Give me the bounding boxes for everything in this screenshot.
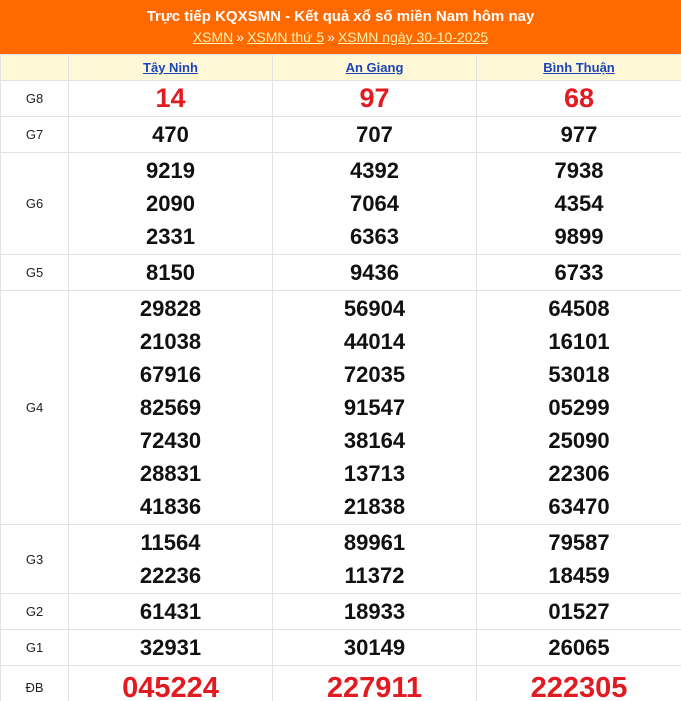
prize-label: G2 [1, 594, 69, 630]
prize-cell [69, 81, 273, 117]
prize-cell [477, 666, 681, 701]
prize-number: 707 [356, 122, 393, 147]
province-link-binh-thuan[interactable]: Bình Thuận [543, 60, 615, 75]
prize-cell [477, 117, 681, 153]
prize-number: 01527 [548, 599, 610, 624]
prize-number: 470 [152, 122, 189, 147]
prize-cell [69, 630, 273, 666]
province-header-tay-ninh [69, 55, 273, 81]
prize-number: 18459 [548, 563, 610, 588]
prize-row-g8 [1, 81, 681, 117]
breadcrumb-xsmn-thu-5[interactable]: XSMN thứ 5 [247, 29, 325, 45]
prize-rows [1, 81, 681, 701]
prize-cell [69, 594, 273, 630]
prize-number: 63470 [548, 494, 610, 519]
prize-label: G4 [1, 291, 69, 525]
prize-cell [69, 117, 273, 153]
prize-number: 56904 [343, 296, 406, 321]
prize-number: 30149 [343, 635, 406, 660]
prize-number: 222305 [530, 671, 628, 701]
breadcrumb-separator: » [327, 29, 335, 45]
province-header-row [1, 55, 681, 81]
prize-number: 38164 [343, 428, 406, 453]
prize-cell [477, 630, 681, 666]
prize-row-g6 [1, 153, 681, 255]
prize-number: 2090 [146, 191, 195, 216]
prize-cell [477, 594, 681, 630]
prize-number: 21038 [139, 329, 202, 354]
prize-cell [477, 81, 681, 117]
prize-label: G1 [1, 630, 69, 666]
prize-number: 4392 [350, 158, 399, 183]
prize-number: 9436 [350, 260, 399, 285]
prize-cell [69, 255, 273, 291]
prize-row-g7 [1, 117, 681, 153]
prize-number: 44014 [343, 329, 406, 354]
prize-number: 6363 [350, 224, 399, 249]
prize-number: 26065 [548, 635, 610, 660]
prize-cell [273, 594, 477, 630]
prize-number: 32931 [139, 635, 202, 660]
prize-number: 05299 [548, 395, 610, 420]
prize-cell [273, 153, 477, 255]
prize-number: 8150 [146, 260, 195, 285]
prize-row-g4 [1, 291, 681, 525]
prize-number: 89961 [343, 530, 406, 555]
prize-number: 72035 [343, 362, 406, 387]
prize-cell [69, 666, 273, 701]
prize-number: 22306 [548, 461, 610, 486]
prize-cell [273, 255, 477, 291]
prize-cell [273, 630, 477, 666]
prize-number: 28831 [139, 461, 202, 486]
prize-number: 11564 [140, 530, 201, 555]
prize-cell [69, 291, 273, 525]
province-link-tay-ninh[interactable]: Tây Ninh [143, 60, 198, 75]
province-header-binh-thuan [477, 55, 681, 81]
prize-number: 82569 [139, 395, 202, 420]
prize-label: G5 [1, 255, 69, 291]
header-corner [1, 55, 69, 81]
page-title: Trực tiếp KQXSMN - Kết quả xổ số miền Nam hôm nay [146, 8, 535, 25]
prize-number: 7938 [554, 158, 604, 183]
prize-row-g3 [1, 525, 681, 594]
breadcrumb-xsmn-date[interactable]: XSMN ngày 30-10-2025 [337, 29, 489, 45]
prize-number: 13713 [343, 461, 406, 486]
prize-cell [273, 291, 477, 525]
prize-row-g2 [1, 594, 681, 630]
prize-number: 61431 [139, 599, 202, 624]
province-header-an-giang [273, 55, 477, 81]
prize-number: 97 [359, 83, 390, 113]
prize-number: 53018 [548, 362, 610, 387]
prize-number: 41836 [139, 494, 202, 519]
prize-number: 9219 [146, 158, 195, 183]
prize-cell [477, 525, 681, 594]
page-header [0, 0, 681, 54]
results-table [0, 54, 681, 701]
prize-number: 6733 [554, 260, 604, 285]
prize-number: 045224 [122, 671, 219, 701]
prize-number: 68 [563, 83, 595, 113]
prize-cell [273, 117, 477, 153]
prize-row-db [1, 666, 681, 701]
prize-number: 2331 [146, 224, 195, 249]
prize-cell [477, 255, 681, 291]
prize-cell [273, 81, 477, 117]
prize-label: G8 [1, 81, 69, 117]
prize-row-g5 [1, 255, 681, 291]
prize-number: 9899 [554, 224, 604, 249]
prize-number: 79587 [548, 530, 610, 555]
prize-number: 977 [560, 122, 598, 147]
prize-number: 21838 [343, 494, 406, 519]
prize-cell [69, 525, 273, 594]
prize-number: 22236 [139, 563, 202, 588]
breadcrumb-xsmn[interactable]: XSMN [192, 29, 234, 45]
prize-label: G6 [1, 153, 69, 255]
prize-number: 67916 [139, 362, 202, 387]
breadcrumb [0, 27, 681, 47]
prize-label: G7 [1, 117, 69, 153]
prize-cell [273, 666, 477, 701]
prize-number: 72430 [139, 428, 202, 453]
prize-number: 14 [155, 83, 186, 113]
prize-number: 91547 [343, 395, 406, 420]
province-link-an-giang[interactable]: An Giang [345, 60, 404, 75]
prize-number: 16101 [548, 329, 610, 354]
prize-number: 7064 [350, 191, 399, 216]
prize-number: 4354 [554, 191, 604, 216]
prize-number: 29828 [139, 296, 202, 321]
prize-label: ĐB [1, 666, 69, 701]
prize-label: G3 [1, 525, 69, 594]
prize-row-g1 [1, 630, 681, 666]
prize-number: 227911 [326, 671, 423, 701]
prize-number: 11372 [344, 563, 405, 588]
prize-number: 18933 [343, 599, 406, 624]
prize-number: 64508 [548, 296, 610, 321]
prize-cell [273, 525, 477, 594]
breadcrumb-separator: » [236, 29, 245, 45]
prize-cell [477, 291, 681, 525]
prize-number: 25090 [548, 428, 610, 453]
prize-cell [69, 153, 273, 255]
prize-cell [477, 153, 681, 255]
